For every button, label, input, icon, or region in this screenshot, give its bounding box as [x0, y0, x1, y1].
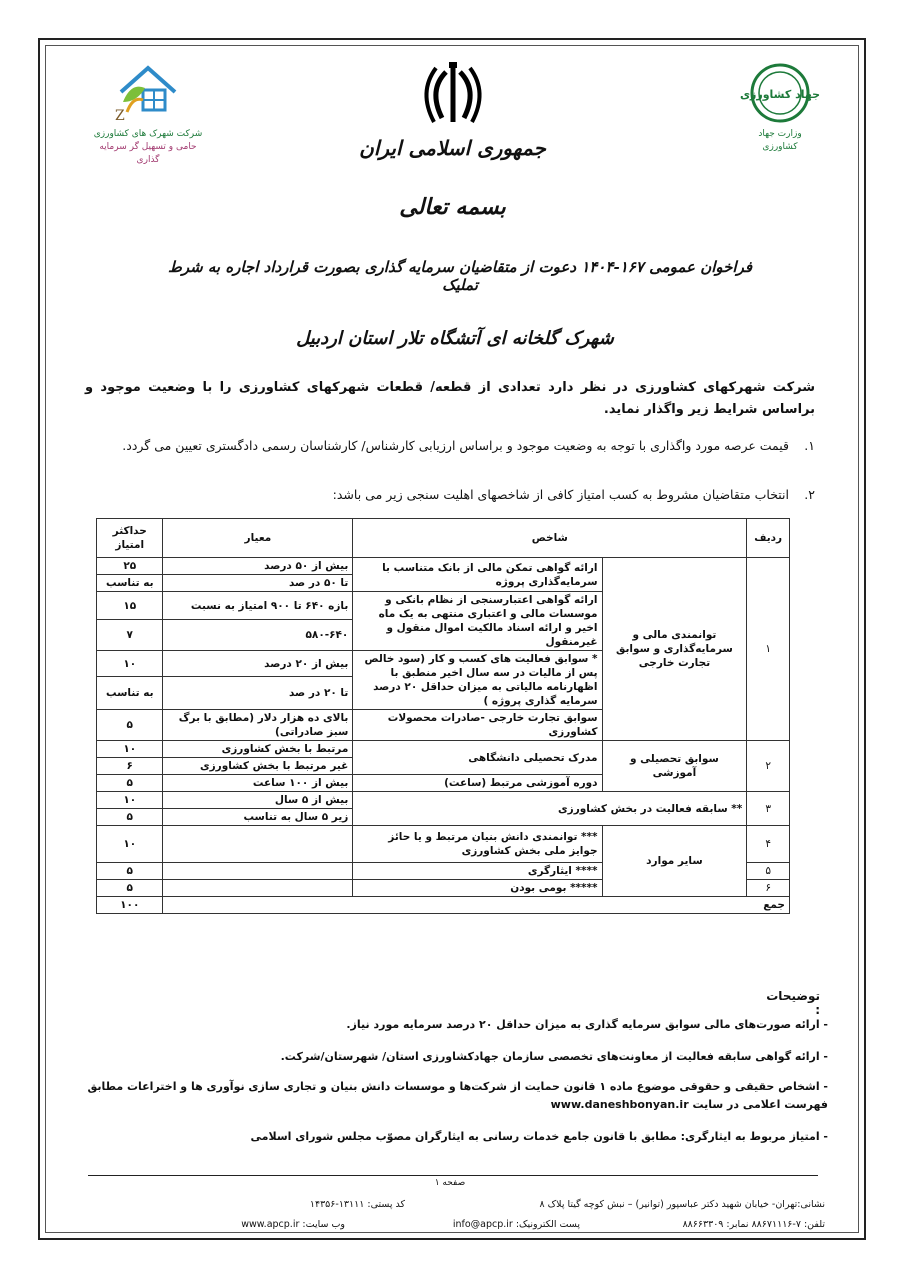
- criterion-cell: تا ۵۰ در صد: [163, 575, 353, 592]
- criterion-cell: بالای ده هزار دلار (مطابق با برگ سبز صادراتی): [163, 710, 353, 741]
- criterion-cell: غیر مرتبط با بخش کشاورزی: [163, 758, 353, 775]
- scoring-table: [96, 518, 790, 914]
- category-cell: سوابق تحصیلی و آموزشی: [602, 741, 747, 792]
- table-row: [97, 741, 790, 758]
- row-number: ۳: [747, 792, 790, 826]
- max-cell: ۱۵: [97, 592, 163, 620]
- indicator-cell: ارائه گواهی اعتبارسنجی از نظام بانکی و موسسات مالی و اعتباری منتهی به یک ماه اخیر و ارائه اسناد مالکیت اموال منقول و غیرمنقول: [353, 592, 602, 651]
- max-cell: ۲۵: [97, 558, 163, 575]
- left-logo-line1: شرکت شهرک های کشاورزی: [93, 129, 203, 139]
- page-number: صفحه ۱: [434, 1178, 466, 1188]
- item-text: قیمت عرصه مورد واگذاری با توجه به وضعیت موجود و براساس ارزیابی کارشناس/ کارشناسان رسمی دادگستری تعیین می گردد.: [122, 438, 790, 453]
- max-cell: ۵: [97, 809, 163, 826]
- note-item: - ارائه گواهی سابقه فعالیت از معاونت‌های تخصصی سازمان جهادکشاورزی استان/ شهرستان/شرکت.: [280, 1050, 828, 1063]
- header-row-num: ردیف: [747, 519, 790, 558]
- notes-title: توضیحات :: [766, 989, 820, 1017]
- criterion-cell: مرتبط با بخش کشاورزی: [163, 741, 353, 758]
- criterion-cell: ۵۸۰-۶۴۰: [163, 620, 353, 651]
- iran-emblem: [418, 60, 488, 130]
- agri-towns-logo: [88, 62, 208, 172]
- criterion-cell: بازه ۶۴۰ تا ۹۰۰ امتیاز به نسبت: [163, 592, 353, 620]
- max-cell: ۵: [97, 880, 163, 897]
- header-criterion: معیار: [163, 519, 353, 558]
- table-total-row: [97, 897, 790, 914]
- max-cell: ۵: [97, 710, 163, 741]
- criterion-cell: [163, 863, 353, 880]
- criterion-cell: بیش از ۱۰۰ ساعت: [163, 775, 353, 792]
- row-number: ۱: [747, 558, 790, 741]
- note-item: - اشخاص حقیقی و حقوقی موضوع ماده ۱ قانون حمایت از شرکت‌ها و موسسات دانش بنیان و تجاری سازی نوآوری ها و اختراعات مطابق فهرست اعلامی در سایت www.daneshbonyan.ir: [87, 1080, 828, 1111]
- right-logo-caption: وزارت جهاد کشاورزی: [758, 129, 802, 152]
- list-item: [100, 436, 815, 456]
- indicator-cell: ***** بومی بودن: [353, 880, 602, 897]
- total-label: جمع: [163, 897, 790, 914]
- left-logo-line2: حامی و تسهیل گر سرمایه گذاری: [99, 142, 197, 165]
- item-number: ۲.: [804, 487, 815, 502]
- svg-text:جهاد کشاورزی: جهاد کشاورزی: [739, 88, 821, 101]
- row-number: ۵: [747, 863, 790, 880]
- republic-title: جمهوری اسلامی ایران: [359, 136, 546, 160]
- footer-address: نشانی:تهران- خیابان شهید دکتر عباسپور (توانیر) – نبش کوچه گیتا پلاک ۸: [539, 1199, 825, 1210]
- row-number: ۴: [747, 826, 790, 863]
- indicator-cell: سوابق تجارت خارجی -صادرات محصولات کشاورزی: [353, 710, 602, 741]
- list-item: [100, 485, 815, 505]
- criterion-cell: بیش از ۲۰ درصد: [163, 651, 353, 677]
- max-cell: ۱۰: [97, 741, 163, 758]
- max-cell: ۱۰: [97, 651, 163, 677]
- table-row: [97, 558, 790, 575]
- svg-text:Z: Z: [115, 108, 125, 124]
- footer-phone: تلفن: ۷-۸۸۶۷۱۱۱۶ نمابر: ۸۸۶۶۳۳۰۹: [682, 1219, 825, 1230]
- criterion-cell: بیش از ۵۰ درصد: [163, 558, 353, 575]
- max-cell: به تناسب: [97, 677, 163, 710]
- note-item: - ارائه صورت‌های مالی سوابق سرمایه گذاری به میزان حداقل ۲۰ درصد سرمایه مورد نیاز.: [346, 1018, 828, 1031]
- max-cell: ۱۰: [97, 792, 163, 809]
- indicator-cell: دوره آموزشی مرتبط (ساعت): [353, 775, 602, 792]
- table-row: [97, 792, 790, 809]
- criterion-cell: [163, 826, 353, 863]
- house-leaf-icon: [113, 62, 183, 124]
- call-title: فراخوان عمومی ۱۶۷-۱۴۰۴ دعوت از متقاضیان سرمایه گذاری بصورت قرارداد اجاره به شرط تملیک: [167, 258, 753, 294]
- note-item: - امتیاز مربوط به ایثارگری: مطابق با قانون جامع خدمات رسانی به ایثارگران مصوّب مجلس شورای اسلامی: [250, 1130, 828, 1143]
- max-cell: به تناسب: [97, 575, 163, 592]
- table-row: [97, 826, 790, 863]
- jihad-logo: [740, 62, 820, 162]
- max-cell: ۶: [97, 758, 163, 775]
- max-cell: ۵: [97, 775, 163, 792]
- criterion-cell: تا ۲۰ در صد: [163, 677, 353, 710]
- max-cell: ۷: [97, 620, 163, 651]
- criterion-cell: بیش از ۵ سال: [163, 792, 353, 809]
- category-cell: سایر موارد: [602, 826, 747, 897]
- emblem-icon: [418, 60, 488, 130]
- criterion-cell: زیر ۵ سال به تناسب: [163, 809, 353, 826]
- row-number: ۲: [747, 741, 790, 792]
- header-max: حداکثر امتیاز: [97, 519, 163, 558]
- footer-website[interactable]: وب سایت: www.apcp.ir: [241, 1219, 345, 1230]
- criterion-cell: [163, 880, 353, 897]
- call-subtitle: شهرک گلخانه ای آتشگاه تلار استان اردبیل: [296, 328, 614, 349]
- item-text: انتخاب متقاضیان مشروط به کسب امتیاز کافی از شاخصهای اهلیت سنجی زیر می باشد:: [332, 487, 790, 502]
- indicator-cell: *** توانمندی دانش بنیان مرتبط و یا حائز جوایز ملی بخش کشاورزی: [353, 826, 602, 863]
- item-number: ۱.: [804, 438, 815, 453]
- intro-paragraph: شرکت شهرکهای کشاورزی در نظر دارد تعدادی از قطعه/ قطعات شهرکهای کشاورزی را با وضعیت موجود و براساس شرایط زیر واگذار نماید.: [85, 380, 815, 417]
- bismillah: بسمه تعالی: [399, 194, 506, 220]
- max-cell: ۵: [97, 863, 163, 880]
- footer-postal-code: کد پستی: ۱۳۱۱۱-۱۴۳۵۶: [309, 1199, 405, 1210]
- row-number: ۶: [747, 880, 790, 897]
- footer-divider: [88, 1175, 818, 1176]
- category-cell: توانمندی مالی و سرمایه‌گذاری و سوابق تجارت خارجی: [602, 558, 747, 741]
- table-header-row: [97, 519, 790, 558]
- jihad-seal-icon: [739, 62, 821, 124]
- indicator-cell: ** سابقه فعالیت در بخش کشاورزی: [353, 792, 747, 826]
- indicator-cell: ارائه گواهی تمکن مالی از بانک متناسب با سرمایه‌گذاری پروژه: [353, 558, 602, 592]
- header-indicator: شاخص: [353, 519, 747, 558]
- footer-email[interactable]: پست الکترونیک: info@apcp.ir: [452, 1219, 580, 1230]
- indicator-cell: * سوابق فعالیت های کسب و کار (سود خالص پس از مالیات در سه سال اخیر منطبق با اظهارنامه مالیاتی به میزان حداقل ۲۰ درصد سرمایه گذاری پروژه ): [353, 651, 602, 710]
- indicator-cell: مدرک تحصیلی دانشگاهی: [353, 741, 602, 775]
- total-max: ۱۰۰: [97, 897, 163, 914]
- max-cell: ۱۰: [97, 826, 163, 863]
- indicator-cell: **** ایثارگری: [353, 863, 602, 880]
